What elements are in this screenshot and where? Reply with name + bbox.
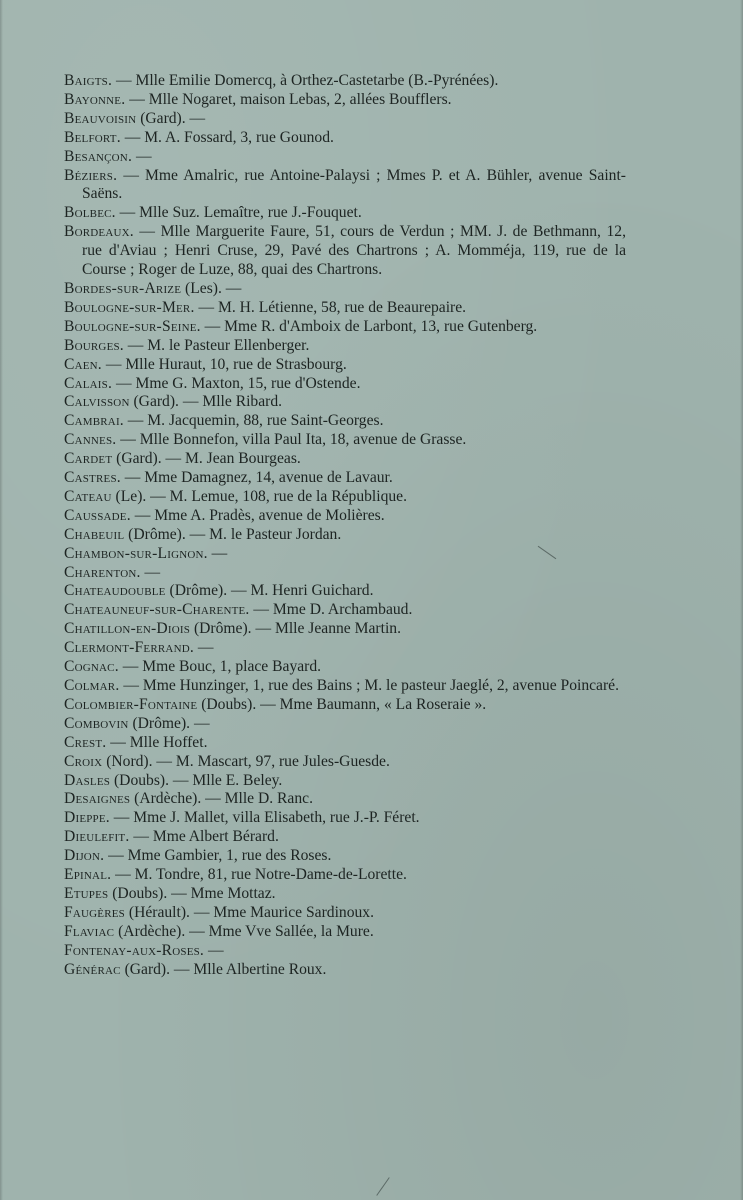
directory-entry (64, 582, 626, 601)
entry-details: (Ardèche). — Mme Vve Sallée, la Mure. (114, 922, 374, 940)
entry-details: — Mme Bouc, 1, place Bayard. (118, 658, 322, 676)
entry-city: Castres. (64, 469, 121, 487)
entry-city: Cannes. (64, 431, 117, 449)
directory-entry (64, 847, 626, 866)
entry-details: — M. H. Létienne, 58, rue de Beaurepaire. (194, 298, 467, 316)
directory-entry (64, 167, 626, 205)
entry-details: — (204, 941, 224, 959)
directory-entry (64, 961, 626, 980)
directory-entry (64, 129, 626, 148)
directory-entry (64, 809, 626, 828)
entry-details: (Gard). — Mlle Albertine Roux. (120, 960, 327, 978)
directory-entry (64, 526, 626, 545)
entry-details: (Gard). — (136, 109, 206, 127)
directory-entry (64, 715, 626, 734)
directory-entry (64, 828, 626, 847)
directory-entry (64, 91, 626, 110)
entry-city: Générac (64, 960, 121, 978)
entry-city: Chateauneuf-sur-Charente. (64, 601, 250, 619)
entry-details: — M. Jacquemin, 88, rue Saint-Georges. (123, 412, 384, 430)
entry-city: Chatillon-en-Diois (64, 620, 191, 638)
entry-details: — Mme Albert Bérard. (129, 828, 279, 846)
directory-entry (64, 564, 626, 583)
directory-entry (64, 110, 626, 129)
entry-city: Besançon. (64, 147, 133, 165)
directory-entry (64, 393, 626, 412)
entry-details: (Doubs). — Mme Mottaz. (108, 884, 276, 902)
entry-city: Calais. (64, 374, 113, 392)
page-left-edge (0, 0, 3, 1200)
entry-city: Croix (64, 752, 103, 770)
entry-city: Colmar. (64, 677, 120, 694)
entry-city: Desaignes (64, 790, 131, 808)
directory-entry (64, 696, 626, 715)
stray-pen-mark (376, 1177, 389, 1196)
entry-city: Dasles (64, 771, 111, 789)
directory-entry (64, 790, 626, 809)
entry-details: (Le). — M. Lemue, 108, rue de la République. (111, 487, 407, 505)
entry-details: (Drôme). — M. Henri Guichard. (165, 582, 374, 600)
entry-city: Belfort. (64, 128, 121, 146)
directory-entry (64, 488, 626, 507)
entry-details: — Mme R. d'Amboix de Larbont, 13, rue Gutenberg. (200, 317, 538, 335)
entry-city: Cambrai. (64, 412, 124, 430)
entry-city: Bayonne. (64, 90, 126, 108)
entry-details: — Mme G. Maxton, 15, rue d'Ostende. (112, 374, 361, 392)
entry-details: — M. Tondre, 81, rue Notre-Dame-de-Lorette. (111, 866, 407, 884)
entry-details: (Drôme). — (128, 714, 210, 732)
entry-city: Boulogne-sur-Seine. (64, 317, 201, 335)
directory-entry (64, 942, 626, 961)
directory-entry (64, 148, 626, 167)
entry-details: — Mlle Bonnefon, villa Paul Ita, 18, avenue de Grasse. (116, 431, 467, 449)
entry-city: Colombier-Fontaine (64, 695, 198, 713)
entry-city: Caen. (64, 355, 102, 373)
entry-details: — Mme Amalric, rue Antoine-Palaysi ; Mmes P. et A. Bühler, avenue Saint-Saëns. (82, 166, 626, 203)
directory-entry (64, 431, 626, 450)
directory-entry (64, 658, 626, 677)
entry-city: Epinal. (64, 866, 112, 884)
entry-city: Crest. (64, 733, 107, 751)
entry-city: Bordes-sur-Arize (64, 279, 182, 297)
entry-city: Calvisson (64, 393, 130, 411)
directory-entry (64, 753, 626, 772)
entry-details: (Nord). — M. Mascart, 97, rue Jules-Guesde. (102, 752, 390, 770)
entry-city: Chateaudouble (64, 582, 166, 600)
entry-city: Bolbec. (64, 204, 116, 222)
entry-city: Cognac. (64, 658, 119, 676)
entry-city: Dieppe. (64, 809, 110, 827)
entry-city: Etupes (64, 884, 109, 902)
entry-city: Baigts. (64, 72, 113, 89)
entry-city: Dieulefit. (64, 828, 130, 846)
entry-details: — Mlle Nogaret, maison Lebas, 2, allées Boufflers. (125, 90, 452, 108)
directory-entry (64, 866, 626, 885)
entry-details: — Mme Gambier, 1, rue des Roses. (104, 847, 332, 865)
directory-entry (64, 885, 626, 904)
directory-entry (64, 904, 626, 923)
entry-details: (Drôme). — Mlle Jeanne Martin. (190, 620, 401, 638)
directory-entry (64, 318, 626, 337)
entry-city: Bourges. (64, 336, 124, 354)
entry-details: — Mme J. Mallet, villa Elisabeth, rue J.-P. Féret. (109, 809, 420, 827)
entry-city: Boulogne-sur-Mer. (64, 298, 195, 316)
entry-details: (Doubs). — Mlle E. Beley. (110, 771, 283, 789)
entry-details: — (207, 544, 228, 562)
directory-entry (64, 677, 626, 696)
directory-entry (64, 299, 626, 318)
entry-details: (Gard). — M. Jean Bourgeas. (112, 450, 301, 468)
directory-entry (64, 72, 626, 91)
entry-city: Bordeaux. (64, 223, 134, 241)
entry-details: — Mme A. Pradès, avenue de Molières. (130, 506, 385, 524)
directory-entry (64, 601, 626, 620)
entry-details: — Mme D. Archambaud. (249, 601, 413, 619)
entry-details: — M. A. Fossard, 3, rue Gounod. (120, 128, 334, 146)
entry-details: — (140, 563, 161, 581)
entry-details: — (193, 639, 214, 657)
entry-details: (Gard). — Mlle Ribard. (129, 393, 283, 411)
directory-entry (64, 620, 626, 639)
entry-city: Faugères (64, 903, 125, 921)
address-directory (64, 72, 626, 980)
directory-entry (64, 450, 626, 469)
entry-details: — Mlle Hoffet. (106, 733, 208, 751)
entry-city: Chambon-sur-Lignon. (64, 544, 208, 562)
directory-entry (64, 375, 626, 394)
entry-city: Combovin (64, 714, 129, 732)
directory-entry (64, 337, 626, 356)
entry-details: — Mme Damagnez, 14, avenue de Lavaur. (120, 469, 393, 487)
directory-entry (64, 639, 626, 658)
entry-details: — M. le Pasteur Ellenberger. (123, 336, 310, 354)
entry-city: Charenton. (64, 563, 141, 581)
entry-details: — Mme Hunzinger, 1, rue des Bains ; M. le pasteur Jaeglé, 2, avenue Poincaré. (119, 677, 619, 694)
entry-city: Cateau (64, 487, 112, 505)
entry-city: Chabeuil (64, 525, 125, 543)
entry-city: Caussade. (64, 506, 131, 524)
directory-entry (64, 356, 626, 375)
entry-details: (Drôme). — M. le Pasteur Jordan. (124, 525, 342, 543)
entry-city: Béziers. (64, 166, 118, 184)
entry-details: — Mlle Huraut, 10, rue de Strasbourg. (101, 355, 347, 373)
directory-entry (64, 772, 626, 791)
directory-entry (64, 507, 626, 526)
entry-city: Dijon. (64, 847, 105, 865)
entry-city: Clermont-Ferrand. (64, 639, 194, 657)
entry-details: (Doubs). — Mme Baumann, « La Roseraie ». (197, 695, 487, 713)
entry-details: — Mlle Emilie Domercq, à Orthez-Castetarbe (B.-Pyrénées). (112, 72, 499, 89)
entry-details: — Mlle Marguerite Faure, 51, cours de Verdun ; MM. J. de Bethmann, 12, rue d'Aviau ; Henri Cruse, 29, Pavé des Chartrons ; A. Momméja, 119, rue de la Course ; Roger de Luze, 88, quai des Chartrons. (82, 223, 626, 279)
directory-entry (64, 223, 626, 280)
entry-city: Beauvoisin (64, 109, 137, 127)
directory-entry (64, 280, 626, 299)
entry-city: Fontenay-aux-Roses. (64, 941, 205, 959)
entry-details: (Hérault). — Mme Maurice Sardinoux. (125, 903, 374, 921)
entry-details: (Ardèche). — Mlle D. Ranc. (130, 790, 313, 808)
directory-entry (64, 469, 626, 488)
entry-city: Cardet (64, 450, 113, 468)
entry-city: Flaviac (64, 922, 115, 940)
entry-details: — Mlle Suz. Lemaître, rue J.-Fouquet. (115, 204, 362, 222)
entry-details: — (132, 147, 152, 165)
directory-entry (64, 923, 626, 942)
directory-entry (64, 204, 626, 223)
directory-entry (64, 734, 626, 753)
directory-entry (64, 412, 626, 431)
entry-details: (Les). — (181, 279, 242, 297)
